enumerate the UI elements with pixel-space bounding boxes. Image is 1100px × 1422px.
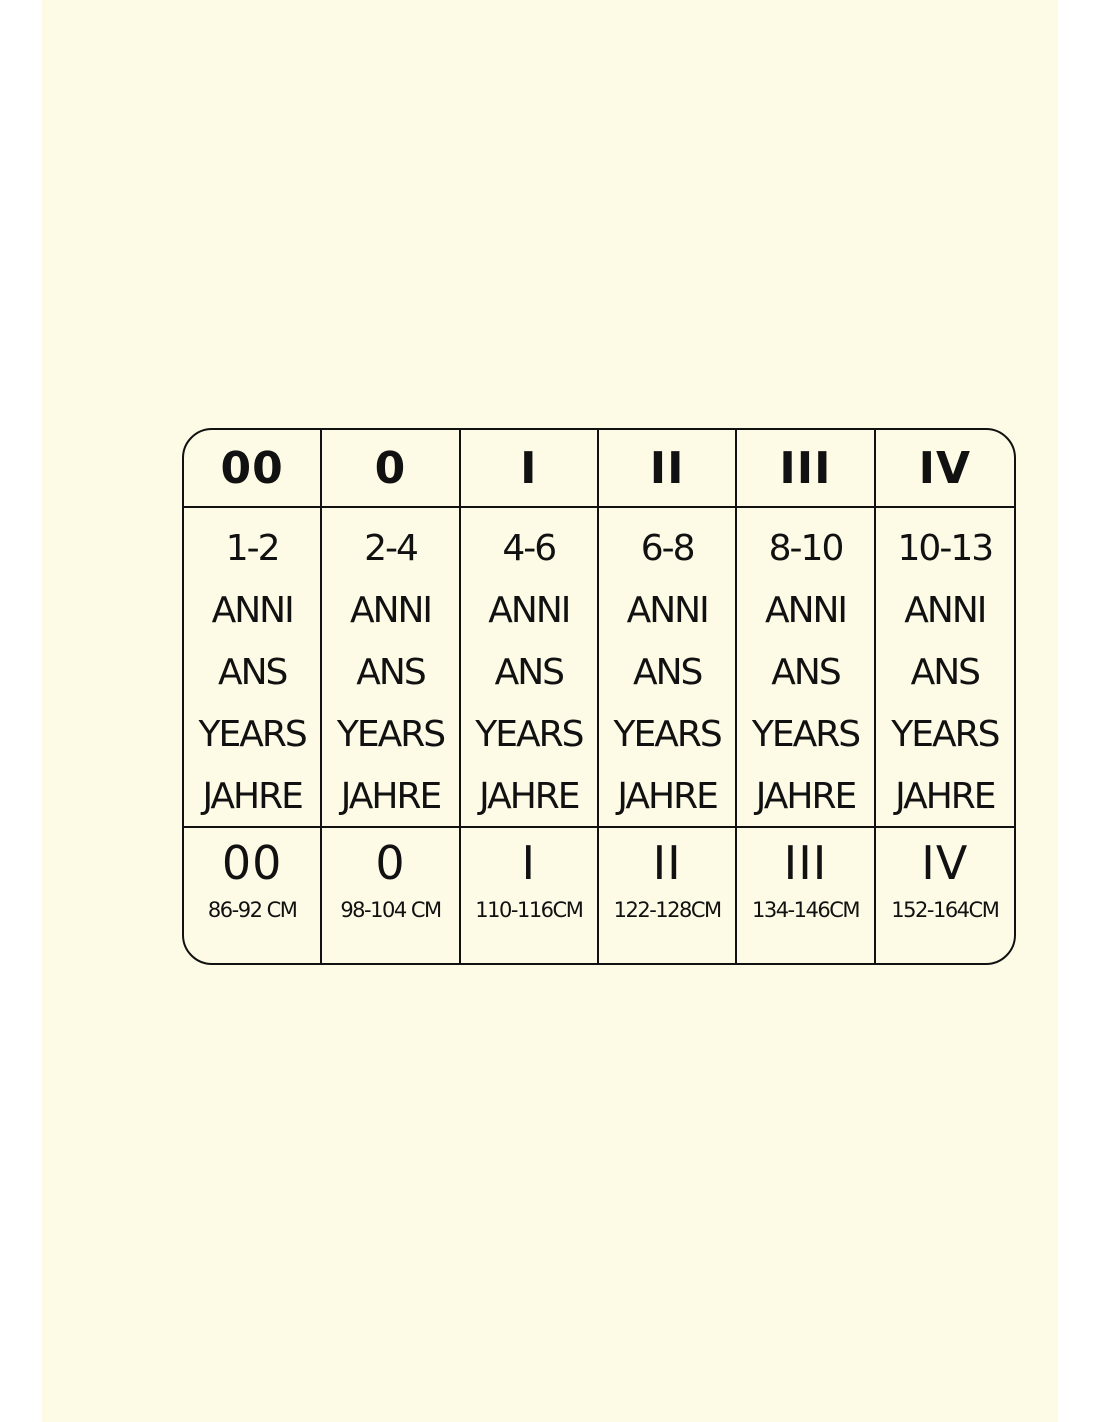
label-anni: ANNI [211,590,293,631]
label-anni: ANNI [349,590,432,631]
age-range: 8-10 [768,528,843,569]
label-ans: ANS [356,652,425,693]
size-label: 00 [221,836,283,890]
label-jahre: JAHRE [202,776,302,817]
size-label: IV [921,836,969,890]
age-range: 1-2 [225,528,279,569]
page [42,0,1058,1422]
age-range: 2-4 [364,528,417,569]
label-years: YEARS [475,714,583,755]
age-cell-iii [737,508,875,828]
label-years: YEARS [336,714,445,755]
header-cell-iv [876,430,1014,508]
header-cell-i [461,430,599,508]
size-cell-00 [184,828,322,963]
age-range: 4-6 [502,528,556,569]
label-ans: ANS [910,652,980,693]
height-range: 122-128CM [613,898,721,922]
age-cell-ii [599,508,737,828]
header-cell-0 [322,430,460,508]
label-jahre: JAHRE [895,776,995,817]
age-cell-0 [322,508,460,828]
label-jahre: JAHRE [340,776,441,817]
label-ans: ANS [217,652,287,693]
size-cell-0 [322,828,460,963]
size-chart-table [182,428,1016,965]
label-anni: ANNI [904,590,986,631]
header-label: 0 [374,442,407,494]
label-anni: ANNI [764,590,847,631]
label-anni: ANNI [488,590,570,631]
label-ans: ANS [771,652,840,693]
header-label: 00 [220,442,284,494]
age-range: 10-13 [897,528,993,569]
size-label: 0 [375,836,406,890]
label-ans: ANS [632,652,702,693]
header-label: I [520,442,538,494]
age-range: 6-8 [640,528,694,569]
header-cell-ii [599,430,737,508]
size-cell-iv [876,828,1014,963]
label-years: YEARS [613,714,721,755]
header-label: III [779,442,832,494]
age-cell-iv [876,508,1014,828]
height-range: 152-164CM [891,898,999,922]
header-label: IV [918,442,972,494]
header-cell-00 [184,430,322,508]
size-label: II [652,836,682,890]
age-cell-i [461,508,599,828]
header-label: II [649,442,685,494]
height-range: 110-116CM [475,898,583,922]
label-years: YEARS [751,714,860,755]
size-cell-i [461,828,599,963]
label-ans: ANS [494,652,564,693]
size-cell-ii [599,828,737,963]
label-anni: ANNI [626,590,708,631]
label-years: YEARS [198,714,306,755]
label-years: YEARS [891,714,999,755]
height-range: 86-92 CM [207,898,297,922]
height-range: 98-104 CM [340,898,441,922]
size-cell-iii [737,828,875,963]
label-jahre: JAHRE [755,776,856,817]
height-range: 134-146CM [751,898,859,922]
size-label: I [521,836,537,890]
label-jahre: JAHRE [617,776,717,817]
age-cell-00 [184,508,322,828]
label-jahre: JAHRE [479,776,579,817]
size-label: III [783,836,828,890]
header-cell-iii [737,430,875,508]
